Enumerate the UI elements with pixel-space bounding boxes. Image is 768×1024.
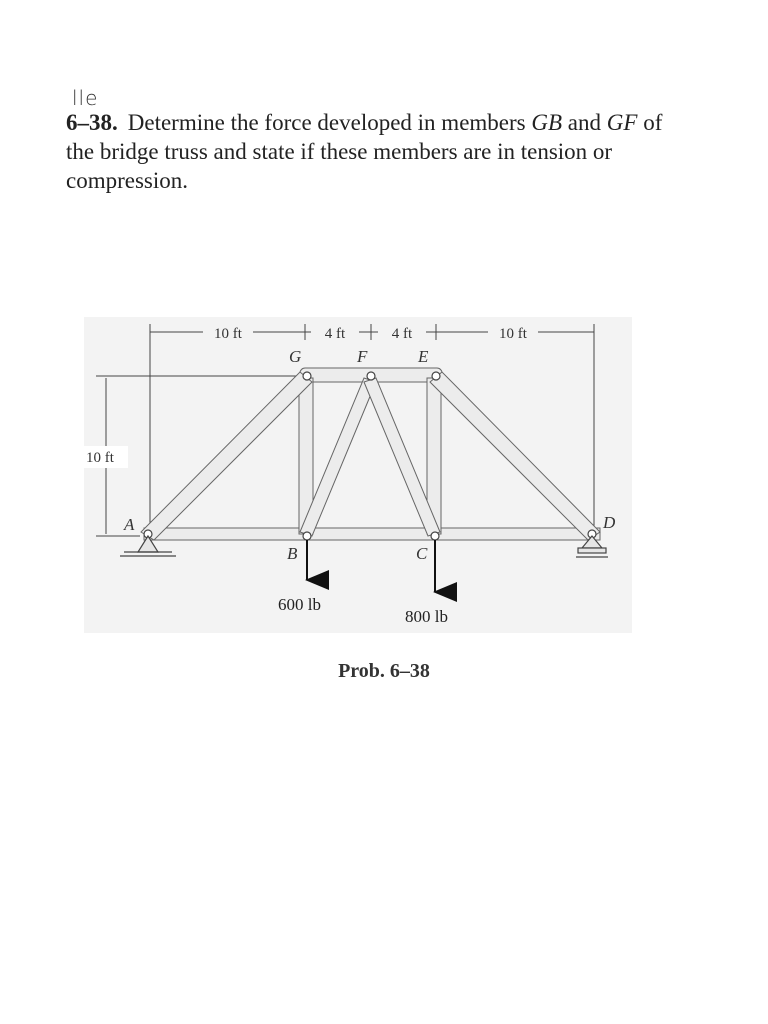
- joint-label-f: F: [357, 347, 368, 366]
- top-dimension-line: [150, 324, 594, 528]
- joint-label-c: C: [416, 544, 428, 563]
- joint-label-g: G: [289, 347, 302, 366]
- dim-span-left: 10 ft: [214, 326, 242, 342]
- joint-label-e: E: [418, 347, 429, 366]
- problem-text-c: of the bridge truss and state if these members are in tension or compression.: [66, 110, 663, 193]
- member-ag: [141, 372, 312, 540]
- problem-number: 6–38.: [66, 110, 118, 135]
- member-gf: GF: [606, 110, 638, 135]
- handwritten-annotation: lle: [72, 86, 99, 110]
- load-label-c: 800 lb: [405, 607, 448, 626]
- dim-span-mid1: 4 ft: [324, 326, 346, 342]
- problem-text-b: and: [562, 110, 607, 135]
- bottom-chord: [144, 528, 600, 540]
- joint-label-a: A: [124, 515, 135, 534]
- member-gb: GB: [531, 110, 563, 135]
- truss-members: [141, 368, 600, 540]
- problem-text-a: Determine the force developed in members: [127, 110, 532, 135]
- dim-span-mid2: 4 ft: [391, 326, 413, 342]
- joint-label-d: D: [603, 513, 616, 532]
- figure-caption: Prob. 6–38: [338, 660, 430, 682]
- load-label-b: 600 lb: [278, 595, 321, 614]
- dim-height: 10 ft: [86, 450, 114, 466]
- dim-span-right: 10 ft: [499, 326, 527, 342]
- member-ed: [430, 372, 600, 540]
- joint-label-b: B: [287, 544, 298, 563]
